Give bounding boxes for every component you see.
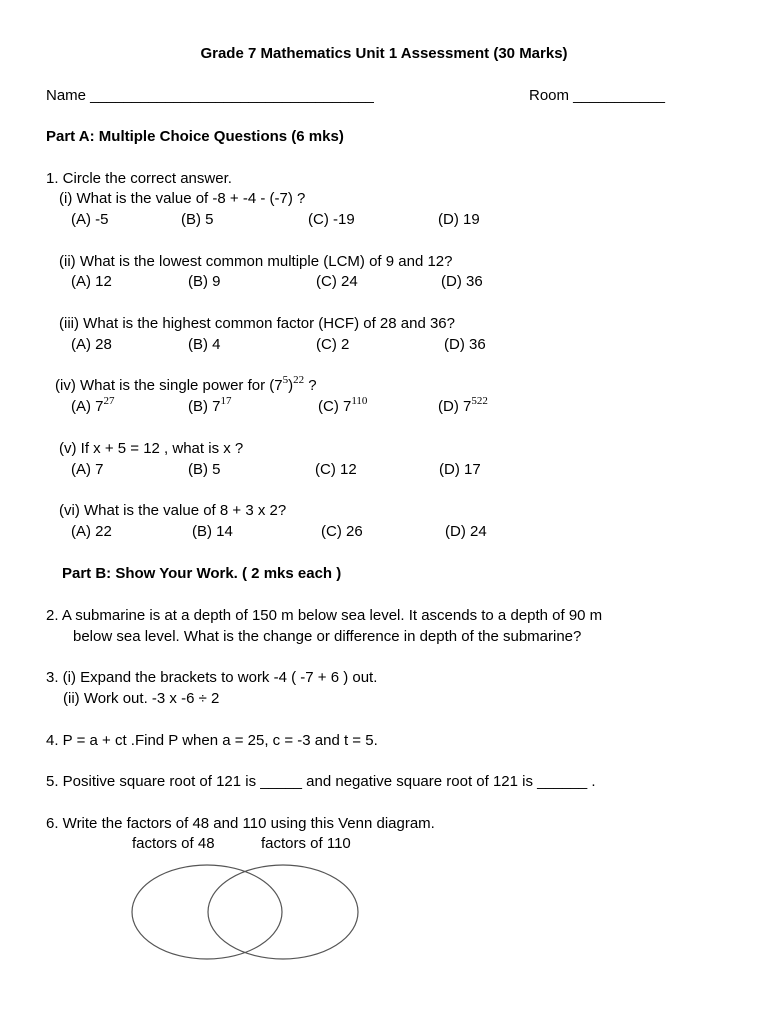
room-field-line: Room ___________ xyxy=(529,87,665,104)
question-i-option-a: (A) -5 xyxy=(71,211,109,228)
venn-circle-left xyxy=(132,865,282,959)
question-v-option-c: (C) 12 xyxy=(315,461,357,478)
question-iv-text-prefix: (iv) What is the single power for (7 xyxy=(55,377,283,394)
name-field-line: Name __________________________________ xyxy=(46,87,374,104)
question-vi-option-c: (C) 26 xyxy=(321,523,363,540)
question-5: 5. Positive square root of 121 is _____ and negative square root of 121 is ______ . xyxy=(46,773,596,790)
question-iv-option-b xyxy=(188,395,232,416)
question-iii-option-c: (C) 2 xyxy=(316,336,350,353)
question-v-option-b: (B) 5 xyxy=(188,461,221,478)
question-3-line-2: (ii) Work out. -3 x -6 ÷ 2 xyxy=(63,690,220,707)
question-i-option-c: (C) -19 xyxy=(308,211,355,228)
question-iv-option-a-exponent: 27 xyxy=(103,395,115,407)
question-iv-exponent-outer: 22 xyxy=(293,374,305,386)
venn-diagram xyxy=(128,860,364,970)
venn-circle-right xyxy=(208,865,358,959)
question-vi-option-a: (A) 22 xyxy=(71,523,112,540)
question-3-line-1: 3. (i) Expand the brackets to work -4 ( -7 + 6 ) out. xyxy=(46,669,378,686)
question-iv-option-b-exponent: 17 xyxy=(220,395,232,407)
question-vi-option-d: (D) 24 xyxy=(445,523,487,540)
question-6: 6. Write the factors of 48 and 110 using this Venn diagram. xyxy=(46,815,435,832)
page-title: Grade 7 Mathematics Unit 1 Assessment (30 Marks) xyxy=(200,45,568,62)
question-v-option-a: (A) 7 xyxy=(71,461,104,478)
question-iii-option-b: (B) 4 xyxy=(188,336,221,353)
question-i-text: (i) What is the value of -8 + -4 - (-7) ? xyxy=(59,190,306,207)
question-ii-option-a: (A) 12 xyxy=(71,273,112,290)
question-iv-option-c xyxy=(318,395,368,416)
question-ii-option-d: (D) 36 xyxy=(441,273,483,290)
question-iii-option-d: (D) 36 xyxy=(444,336,486,353)
question-iv-option-d xyxy=(438,395,488,416)
part-b-heading: Part B: Show Your Work. ( 2 mks each ) xyxy=(62,565,342,582)
question-4: 4. P = a + ct .Find P when a = 25, c = -3 and t = 5. xyxy=(46,732,378,749)
question-iii-option-a: (A) 28 xyxy=(71,336,112,353)
question-v-text: (v) If x + 5 = 12 , what is x ? xyxy=(59,440,244,457)
question-iv-option-a xyxy=(71,395,115,416)
question-i-option-b: (B) 5 xyxy=(181,211,214,228)
question-iv-option-d-exponent: 522 xyxy=(471,395,488,407)
question-2-line-2: below sea level. What is the change or difference in depth of the submarine? xyxy=(73,628,582,645)
question-ii-text: (ii) What is the lowest common multiple (LCM) of 9 and 12? xyxy=(59,253,453,270)
question-ii-option-c: (C) 24 xyxy=(316,273,358,290)
question-iii-text: (iii) What is the highest common factor (HCF) of 28 and 36? xyxy=(59,315,455,332)
question-iv-option-c-exponent: 110 xyxy=(351,395,368,407)
question-v-option-d: (D) 17 xyxy=(439,461,481,478)
question-iv-text-suffix: ? xyxy=(304,377,317,394)
question-i-option-d: (D) 19 xyxy=(438,211,480,228)
question-iv-option-c-label: (C) 7 xyxy=(318,398,352,415)
venn-label-left: factors of 48 xyxy=(132,835,215,852)
question-iv-option-b-label: (B) 7 xyxy=(188,398,221,415)
question-iv-text-mid: ) xyxy=(288,377,294,394)
question-iv-exponent-inner: 5 xyxy=(282,374,289,386)
question-vi-text: (vi) What is the value of 8 + 3 x 2? xyxy=(59,502,287,519)
question-1-intro: 1. Circle the correct answer. xyxy=(46,170,232,187)
question-iv-option-a-label: (A) 7 xyxy=(71,398,104,415)
question-iv-option-d-label: (D) 7 xyxy=(438,398,472,415)
question-2-line-1: 2. A submarine is at a depth of 150 m below sea level. It ascends to a depth of 90 m xyxy=(46,607,603,624)
venn-label-right: factors of 110 xyxy=(261,835,351,852)
question-ii-option-b: (B) 9 xyxy=(188,273,221,290)
question-vi-option-b: (B) 14 xyxy=(192,523,233,540)
question-iv-text xyxy=(55,374,317,395)
part-a-heading: Part A: Multiple Choice Questions (6 mks) xyxy=(46,128,344,145)
